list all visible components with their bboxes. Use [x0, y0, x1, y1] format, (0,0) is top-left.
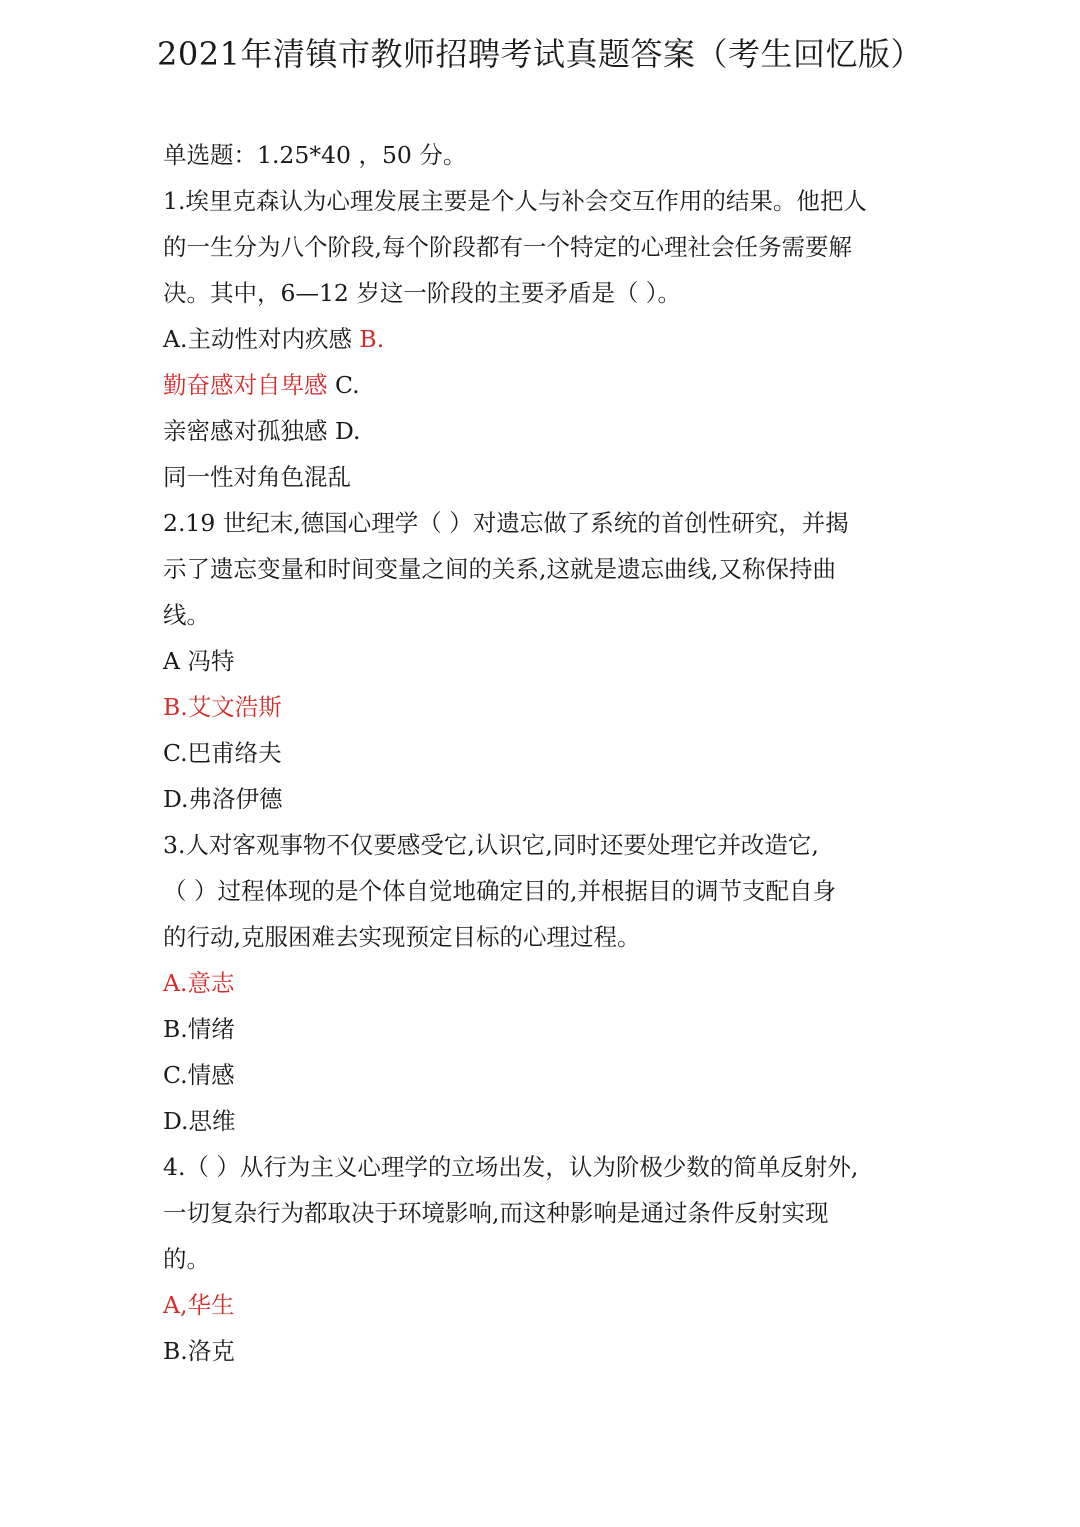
q4-stem-line-2: 一切复杂行为都取决于环境影响,而这种影响是通过条件反射实现 — [163, 1199, 829, 1227]
q3-option-b: B.情绪 — [163, 1015, 235, 1043]
q2-option-d: D.弗洛伊德 — [163, 785, 283, 813]
q3-option-d: D.思维 — [163, 1107, 236, 1135]
q1-option-c-text: 亲密感对孤独感 — [163, 417, 328, 445]
q1-option-d-label: D. — [327, 417, 361, 445]
q2-stem-line-2: 示了遗忘变量和时间变量之间的关系,这就是遗忘曲线,又称保持曲 — [163, 555, 836, 583]
q2-stem-line-3: 线。 — [163, 601, 210, 629]
page-title: 2021年清镇市教师招聘考试真题答案（考生回忆版） — [157, 35, 923, 73]
q1-option-b-label: B. — [359, 325, 385, 353]
q3-stem-line-2: （ ）过程体现的是个体自觉地确定目的,并根据目的调节支配自身 — [163, 877, 836, 905]
q4-option-b: B.洛克 — [163, 1337, 235, 1365]
q4-stem-line-1: 4.（ ）从行为主义心理学的立场出发，认为阶极少数的简单反射外, — [163, 1153, 859, 1181]
q4-stem-line-3: 的。 — [163, 1245, 210, 1273]
q1-options-line-4 — [163, 454, 923, 500]
q3-option-c: C.情感 — [163, 1061, 235, 1089]
q1-stem-line-2: 的一生分为八个阶段,每个阶段都有一个特定的心理社会任务需要解 — [163, 233, 852, 261]
q3-stem-line-3: 的行动,克服困难去实现预定目标的心理过程。 — [163, 923, 641, 951]
q1-option-c-label: C. — [327, 371, 360, 399]
q1-option-b-answer: 勤奋感对自卑感 — [163, 371, 328, 399]
q1-options-line-3 — [163, 408, 923, 454]
q1-stem-line-1: 1.埃里克森认为心理发展主要是个人与补会交互作用的结果。他把人 — [163, 187, 867, 215]
q2-option-a: A 冯特 — [163, 647, 235, 675]
q1-option-a: A.主动性对内疚感 — [163, 325, 360, 353]
q1-options-line-1 — [163, 316, 923, 362]
q3-stem-line-1: 3.人对客观事物不仅要感受它,认识它,同时还要处理它并改造它, — [163, 831, 819, 859]
q2-option-c: C.巴甫络夫 — [163, 739, 282, 767]
q2-stem-line-1: 2.19 世纪末,德国心理学（ ）对遗忘做了系统的首创性研究，并揭 — [163, 509, 849, 537]
q1-stem-line-3: 决。其中，6—12 岁这一阶段的主要矛盾是（ ）。 — [163, 279, 682, 307]
q1-options-line-2 — [163, 362, 923, 408]
q4-option-a-answer: A,华生 — [163, 1291, 235, 1319]
section-header: 单选题：1.25*40 ，50 分。 — [163, 141, 467, 169]
q3-option-a-answer: A.意志 — [163, 969, 235, 997]
q2-option-b-answer: B.艾文浩斯 — [163, 693, 282, 721]
q1-option-d-text: 同一性对角色混乱 — [163, 463, 351, 491]
exam-content — [163, 132, 923, 1374]
